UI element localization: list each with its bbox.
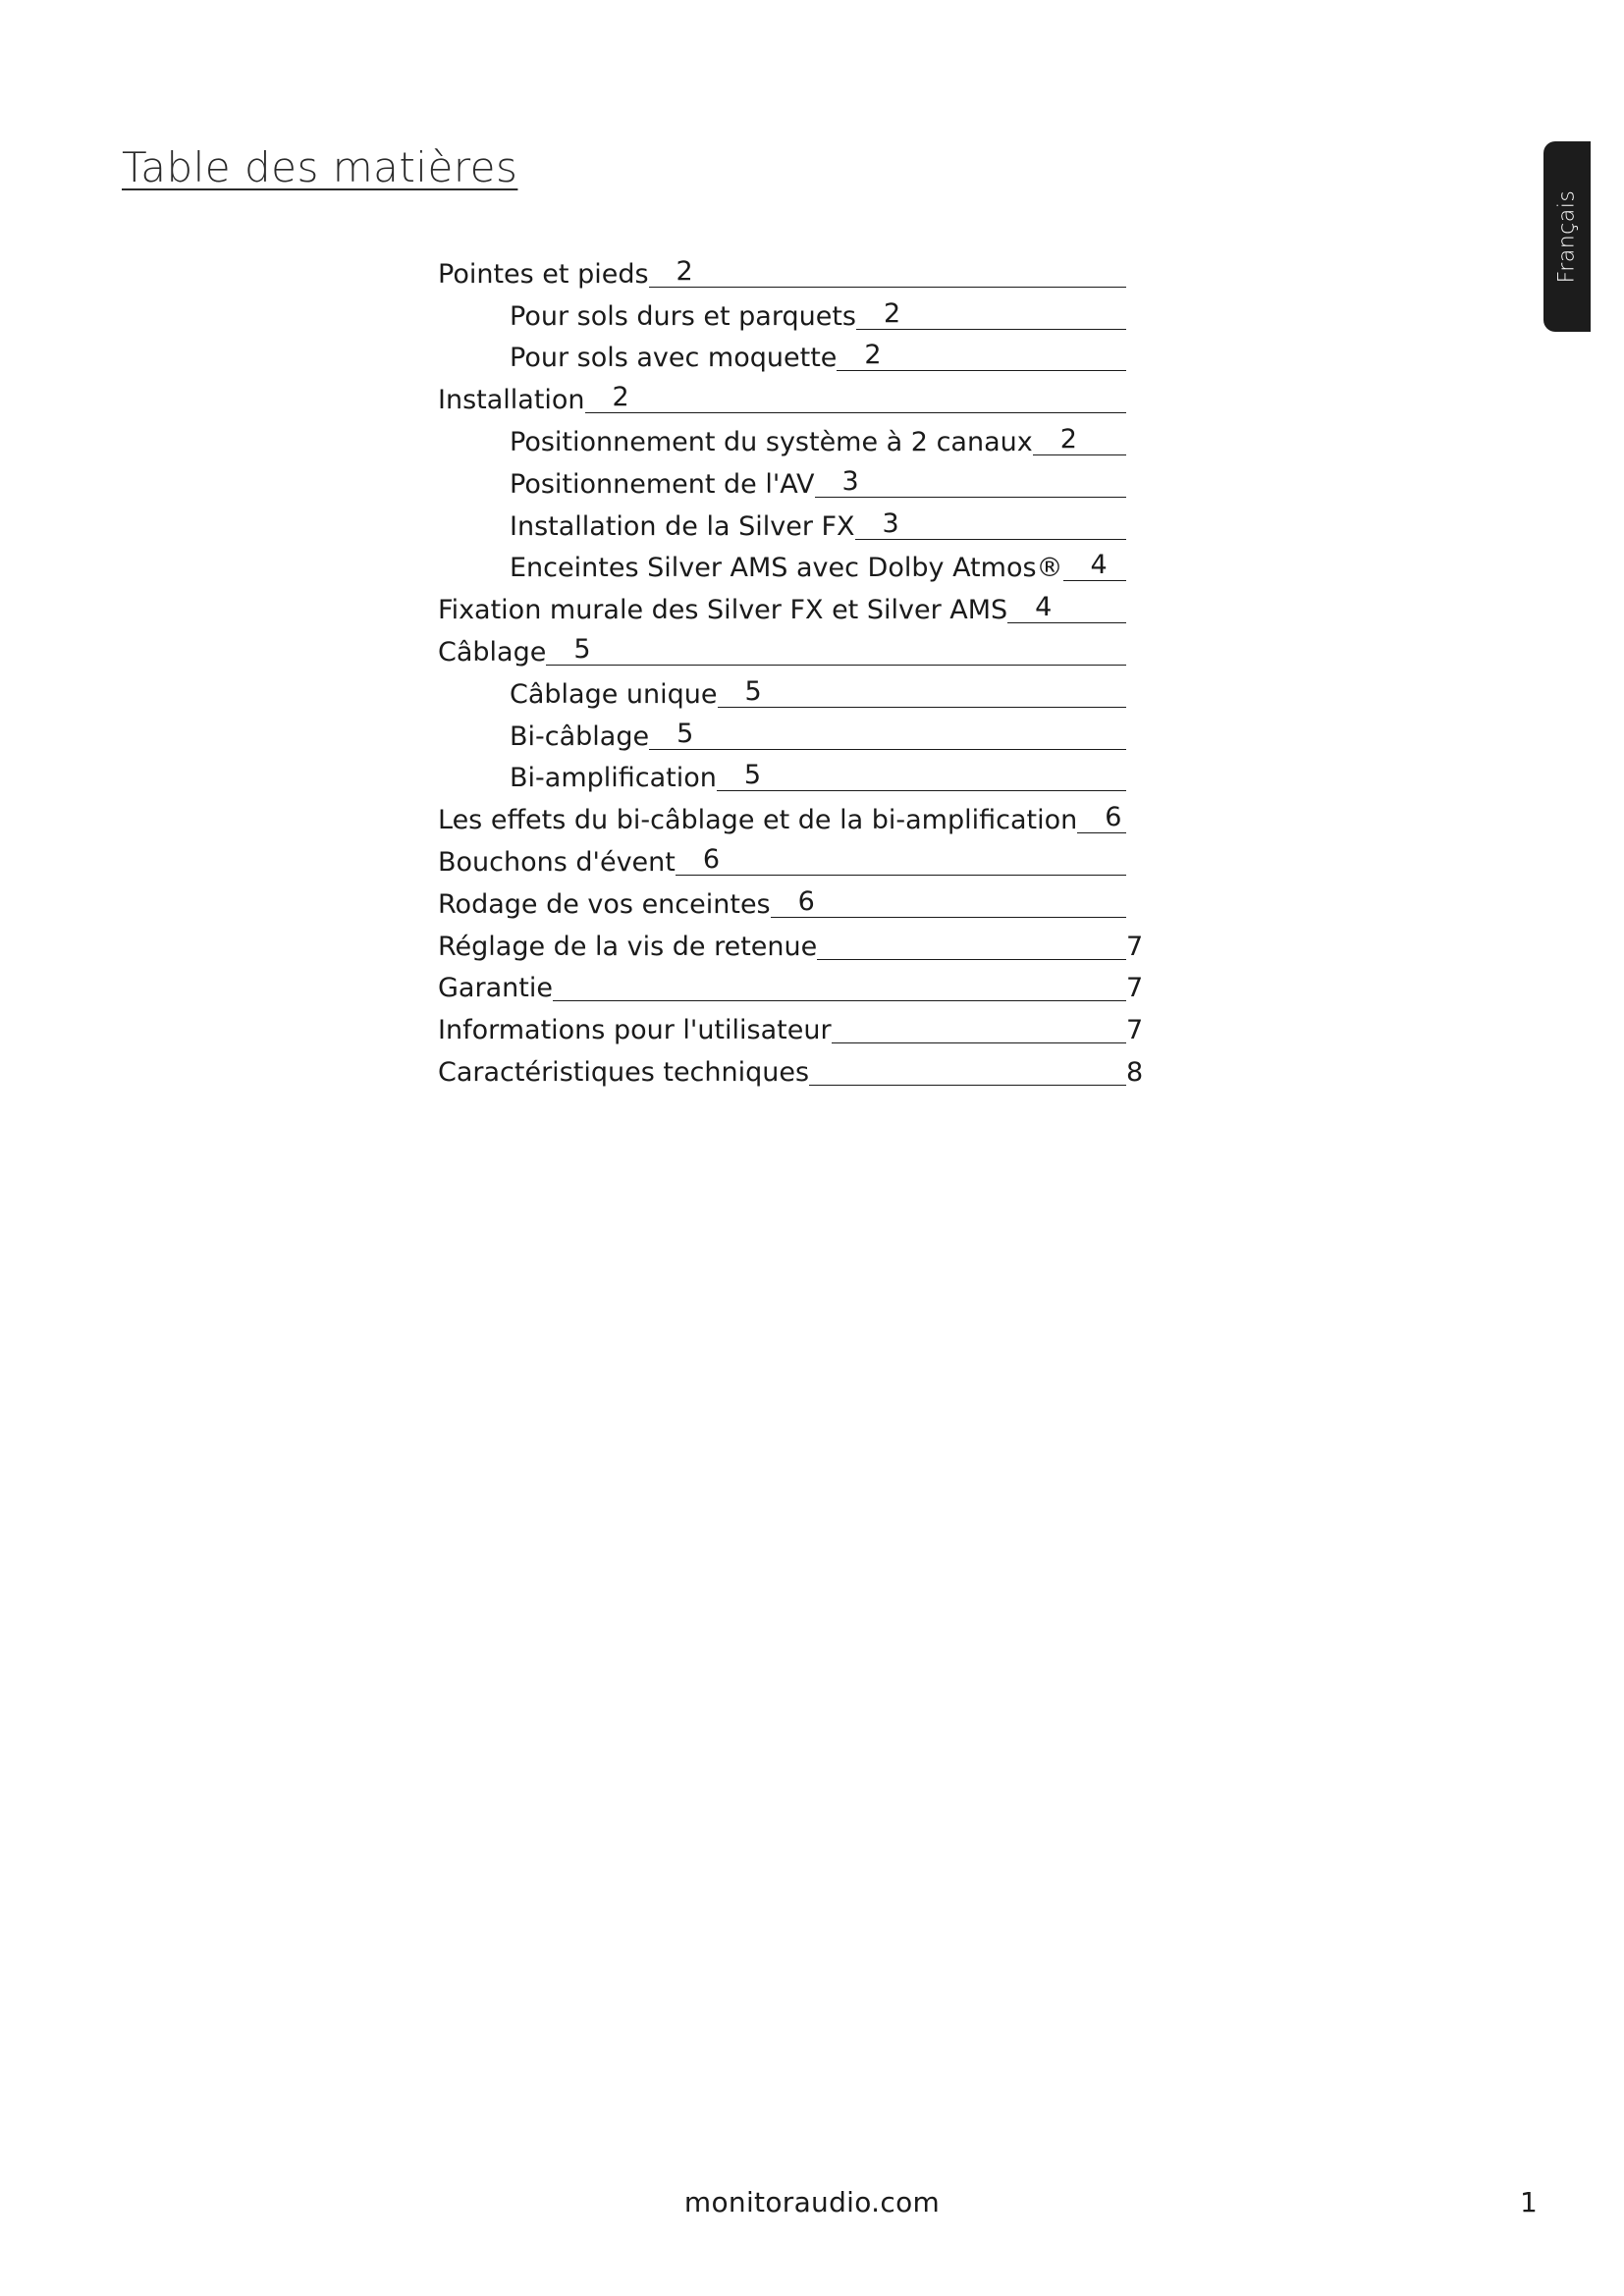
toc-entry-title: Bi-amplification: [510, 763, 717, 794]
toc-entry-title: Les effets du bi-câblage et de la bi-amplification: [438, 805, 1078, 836]
toc-entry-title: Réglage de la vis de retenue: [438, 931, 818, 962]
toc-entry[interactable]: [438, 502, 1145, 544]
toc-entry-title: Caractéristiques techniques: [438, 1056, 810, 1088]
toc-entry-title: Câblage: [438, 636, 547, 667]
toc-entry-title: Câblage unique: [510, 678, 718, 710]
toc-entry-page: 3: [841, 465, 859, 497]
toc-leader-line: [546, 635, 1126, 666]
toc-leader-line: [717, 761, 1126, 791]
footer-website[interactable]: monitoraudio.com: [683, 2186, 941, 2218]
toc-entry[interactable]: [438, 292, 1145, 334]
toc-entry-title: Pointes et pieds: [438, 258, 649, 290]
toc-leader-line: [815, 467, 1126, 498]
toc-entry[interactable]: [438, 1005, 1145, 1047]
toc-leader-line: [649, 257, 1126, 288]
toc-entry-title: Bouchons d'évent: [438, 846, 676, 878]
toc-leader-line: [1007, 593, 1126, 623]
toc-leader-line: [676, 845, 1126, 876]
toc-entry-page: 7: [1126, 1015, 1144, 1046]
toc-entry-page: 2: [612, 382, 629, 413]
toc-leader-line: [855, 509, 1126, 540]
toc-leader-line: [1033, 425, 1126, 455]
toc-entry-page: 6: [702, 843, 721, 875]
footer-page-number: 1: [1520, 2186, 1538, 2218]
toc-entry-title: Fixation murale des Silver FX et Silver AMS: [438, 595, 1008, 626]
toc-entry[interactable]: [438, 585, 1145, 627]
toc-entry[interactable]: [438, 375, 1145, 417]
toc-leader-line: [837, 341, 1126, 371]
toc-entry-page: 5: [744, 675, 762, 707]
toc-entry-title: Bi-câblage: [510, 721, 650, 752]
toc-entry-page: 5: [573, 633, 591, 665]
toc-entry-title: Installation de la Silver FX: [510, 510, 855, 542]
toc-entry[interactable]: [438, 627, 1145, 669]
toc-entry-page: 6: [1105, 802, 1122, 833]
toc-leader-line: [809, 1055, 1126, 1086]
toc-entry-page: 7: [1126, 931, 1144, 962]
toc-entry-page: 6: [797, 885, 815, 917]
toc-entry[interactable]: [438, 544, 1145, 586]
toc-entry-page: 2: [883, 297, 901, 329]
toc-entry[interactable]: [438, 459, 1145, 502]
toc-entry-page: 8: [1126, 1056, 1144, 1088]
toc-entry-title: Rodage de vos enceintes: [438, 888, 771, 920]
toc-entry-page: 7: [1126, 973, 1144, 1004]
toc-leader-line: [832, 1013, 1126, 1043]
toc-entry-title: Pour sols avec moquette: [510, 343, 838, 374]
toc-entry-page: 2: [1059, 423, 1077, 454]
language-tab-label: Français: [1554, 189, 1580, 284]
toc-entry[interactable]: [438, 922, 1145, 964]
toc-entry[interactable]: [438, 669, 1145, 712]
toc-entry-title: Enceintes Silver AMS avec Dolby Atmos®: [510, 553, 1063, 584]
toc-entry[interactable]: [438, 795, 1145, 837]
toc-entry-title: Positionnement de l'AV: [510, 468, 815, 500]
toc-entry-title: Positionnement du système à 2 canaux: [510, 426, 1033, 457]
toc-entry-title: Installation: [438, 385, 585, 416]
toc-leader-line: [649, 720, 1126, 750]
page-title: Table des matières: [122, 143, 518, 191]
toc-entry-page: 2: [864, 340, 882, 371]
toc-entry[interactable]: [438, 334, 1145, 376]
toc-entry-page: 4: [1035, 592, 1053, 623]
table-of-contents: [438, 249, 1145, 1090]
toc-entry-page: 3: [882, 507, 899, 539]
toc-leader-line: [856, 299, 1126, 330]
toc-entry-page: 2: [676, 255, 693, 287]
toc-entry[interactable]: [438, 964, 1145, 1006]
toc-entry[interactable]: [438, 249, 1145, 292]
toc-leader-line: [718, 677, 1126, 708]
toc-entry[interactable]: [438, 754, 1145, 796]
toc-leader-line: [1063, 551, 1126, 581]
toc-leader-line: [817, 930, 1126, 960]
toc-entry-title: Pour sols durs et parquets: [510, 300, 856, 332]
toc-leader-line: [771, 887, 1126, 918]
toc-leader-line: [1077, 803, 1126, 833]
toc-entry[interactable]: [438, 712, 1145, 754]
toc-entry[interactable]: [438, 1047, 1145, 1090]
toc-entry[interactable]: [438, 837, 1145, 880]
toc-entry-page: 5: [677, 718, 694, 749]
toc-entry[interactable]: [438, 417, 1145, 459]
toc-leader-line: [553, 971, 1126, 1001]
toc-entry-title: Informations pour l'utilisateur: [438, 1015, 832, 1046]
toc-entry[interactable]: [438, 880, 1145, 922]
language-tab[interactable]: [1543, 141, 1591, 332]
toc-leader-line: [585, 383, 1126, 413]
toc-entry-page: 5: [743, 760, 762, 791]
toc-entry-page: 4: [1090, 550, 1108, 581]
toc-entry-title: Garantie: [438, 973, 553, 1004]
